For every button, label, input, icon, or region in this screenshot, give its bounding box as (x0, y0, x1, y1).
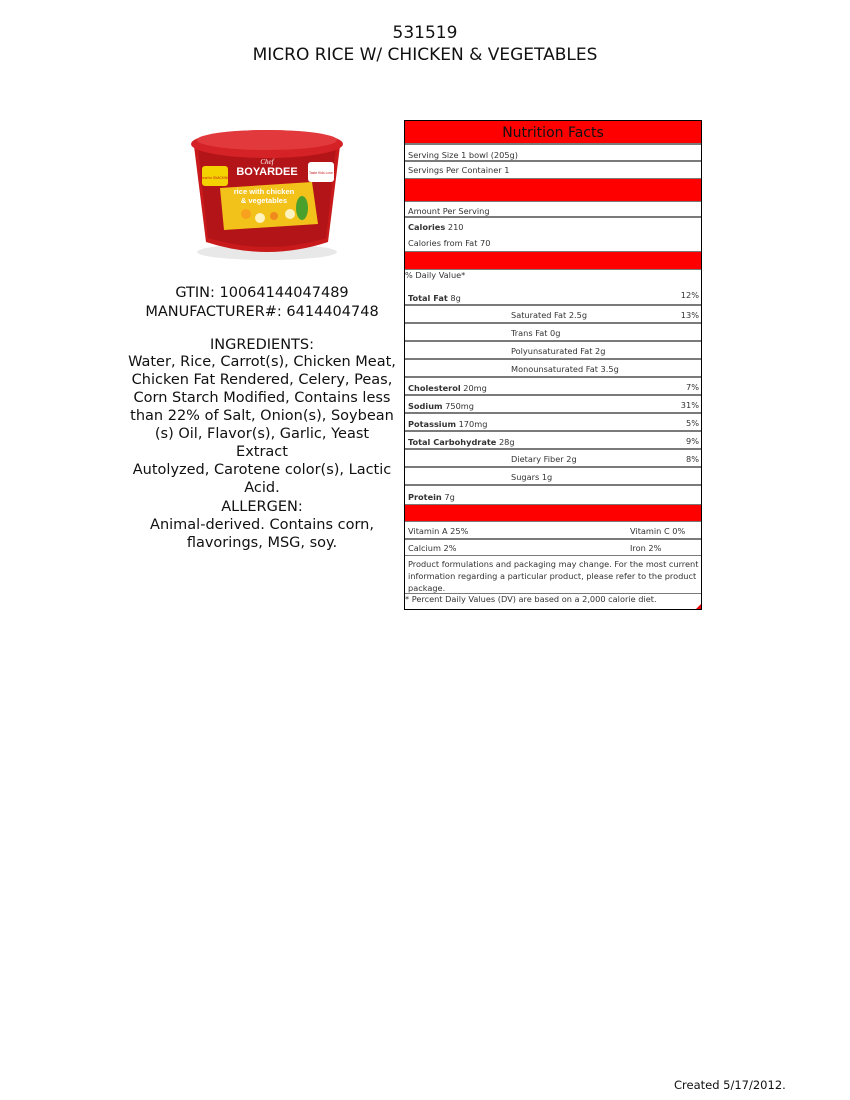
ingredients-text (127, 353, 397, 497)
product-image (184, 124, 350, 262)
product-line2: & vegetables (240, 196, 288, 205)
calories-from-fat: Calories from Fat 70 (408, 238, 491, 248)
protein-label: Protein (408, 492, 442, 502)
footnote: * Percent Daily Values (DV) are based on a 2,000 calorie diet. (405, 594, 657, 604)
total-carb-row (405, 432, 701, 450)
cholesterol-row (405, 378, 701, 396)
amount-per-serving-row (405, 202, 701, 218)
ingredients-line: Water, Rice, Carrot(s), Chicken Meat, (128, 354, 396, 370)
ingredients-line: Chicken Fat Rendered, Celery, Peas, (131, 372, 393, 388)
red-divider (405, 179, 701, 202)
protein-row (405, 486, 701, 505)
corner-marker (696, 604, 701, 609)
item-number: 531519 (392, 23, 458, 43)
fiber-row (405, 450, 701, 468)
saturated-fat: Saturated Fat 2.5g (511, 310, 588, 320)
sugars: Sugars 1g (511, 472, 553, 482)
total-fat-dv: 12% (680, 290, 699, 300)
product-title: MICRO RICE W/ CHICKEN & VEGETABLES (252, 45, 598, 65)
badge-left: Great for SNACKING! (199, 176, 231, 180)
ingredients-line: Autolyzed, Carotene color(s), Lactic (132, 462, 392, 478)
sodium-label: Sodium (408, 401, 443, 411)
vitamin-c: Vitamin C 0% (630, 526, 686, 536)
total-carb-value: 28g (498, 437, 515, 447)
saturated-fat-dv: 13% (680, 310, 699, 320)
allergen-line: Animal-derived. Contains corn, (150, 517, 374, 533)
brand-boyardee: BOYARDEE (236, 166, 298, 178)
monounsaturated-fat: Monounsaturated Fat 3.5g (511, 364, 619, 374)
ingredients-line: than 22% of Salt, Onion(s), Soybean (130, 408, 394, 424)
brand-chef: Chef (260, 158, 274, 166)
nutrition-facts-panel (404, 120, 702, 610)
protein-value: 7g (444, 492, 455, 502)
trans-fat-row (405, 324, 701, 342)
manufacturer-number: MANUFACTURER#: 6414404748 (145, 304, 379, 320)
vitamin-row (405, 522, 701, 540)
vitamin-a: Vitamin A 25% (408, 526, 469, 536)
saturated-fat-row (405, 306, 701, 324)
cholesterol-value: 20mg (463, 383, 487, 393)
calories-row (405, 218, 701, 252)
gtin: GTIN: 10064144047489 (175, 285, 349, 301)
potassium-dv: 5% (686, 418, 699, 428)
serving-size: Serving Size 1 bowl (205g) (408, 150, 518, 160)
product-line1: rice with chicken (233, 187, 295, 196)
sodium-dv: 31% (680, 400, 699, 410)
total-carb-dv: 9% (686, 436, 699, 446)
ingredients-line: (s) Oil, Flavor(s), Garlic, Yeast Extract (154, 426, 370, 460)
amount-per-serving: Amount Per Serving (408, 206, 490, 216)
sodium-value: 750mg (445, 401, 474, 411)
disclaimer-row (405, 556, 701, 594)
servings-per-container: Servings Per Container 1 (408, 165, 510, 175)
ingredients-line: Acid. (244, 480, 280, 496)
dv-header-row (405, 270, 701, 287)
ingredients-title: INGREDIENTS: (210, 337, 314, 353)
potassium-value: 170mg (458, 419, 488, 429)
calories-value: 210 (447, 222, 464, 232)
total-fat-value: 8g (450, 293, 461, 303)
mono-fat-row (405, 360, 701, 378)
ingredients-line: Corn Starch Modified, Contains less (133, 390, 391, 406)
red-divider (405, 505, 701, 522)
sugars-row (405, 468, 701, 486)
potassium-row (405, 414, 701, 432)
serving-size-row (405, 145, 701, 162)
cholesterol-dv: 7% (686, 382, 699, 392)
calcium: Calcium 2% (408, 543, 457, 553)
sodium-row (405, 396, 701, 414)
servings-per-container-row (405, 162, 701, 179)
disclaimer: Product formulations and packaging may change. For the most current information regarding a particular product, please refer to the product package. (408, 559, 699, 593)
dv-header: % Daily Value* (405, 270, 466, 280)
allergen-title: ALLERGEN: (221, 499, 303, 515)
calories-label: Calories (408, 222, 446, 232)
dietary-fiber-dv: 8% (686, 454, 699, 464)
red-divider (405, 252, 701, 270)
trans-fat: Trans Fat 0g (511, 328, 561, 338)
iron: Iron 2% (630, 543, 662, 553)
nutrition-title: Nutrition Facts (405, 121, 701, 145)
allergen-text (127, 516, 397, 552)
dietary-fiber: Dietary Fiber 2g (511, 454, 577, 464)
mineral-row (405, 540, 701, 556)
footnote-row (405, 594, 701, 609)
created-date: Created 5/17/2012. (674, 1078, 786, 1092)
total-fat-row (405, 287, 701, 306)
poly-fat-row (405, 342, 701, 360)
badge-right: Taste Kids Love (309, 171, 333, 175)
cholesterol-label: Cholesterol (408, 383, 461, 393)
potassium-label: Potassium (408, 419, 456, 429)
total-fat-label: Total Fat (408, 293, 448, 303)
total-carb-label: Total Carbohydrate (408, 437, 497, 447)
polyunsaturated-fat: Polyunsaturated Fat 2g (511, 346, 606, 356)
allergen-line: flavorings, MSG, soy. (186, 535, 338, 551)
